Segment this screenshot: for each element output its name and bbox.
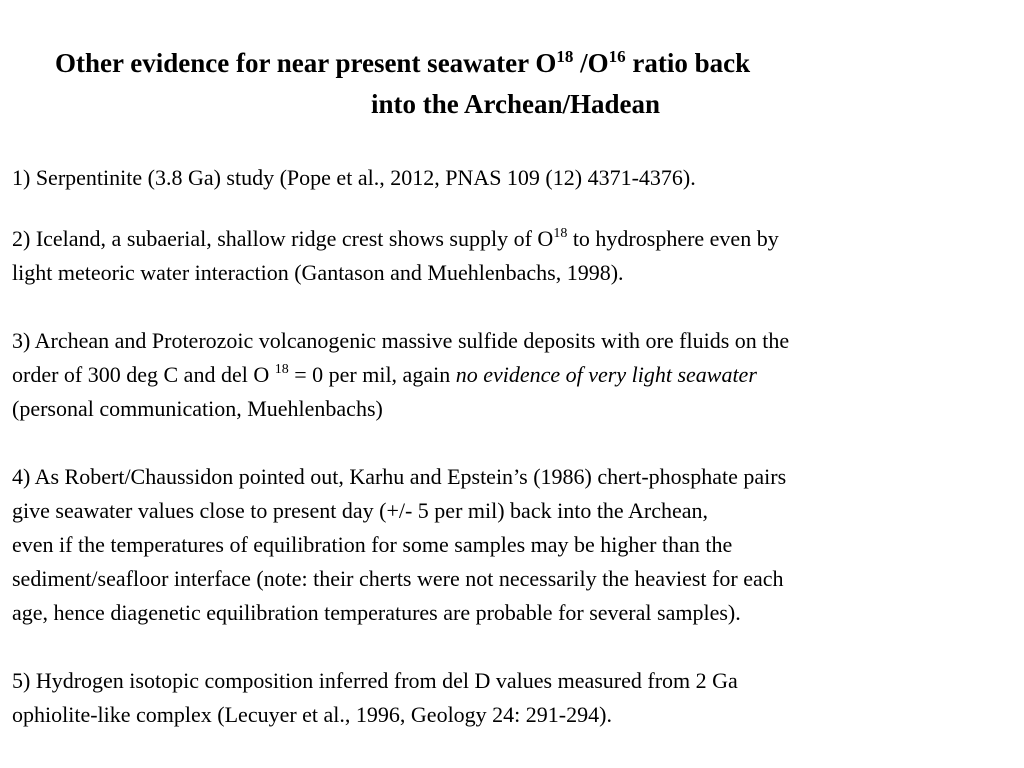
item-4-line-3: even if the temperatures of equilibration for some samples may be higher than the: [12, 532, 733, 557]
title-line-2: into the Archean/Hadean: [371, 89, 661, 119]
item-3-text-b: = 0 per mil, again: [288, 362, 456, 387]
item-3-line-2: [12, 358, 1022, 392]
item-3-line-3: (personal communication, Muehlenbachs): [12, 396, 383, 421]
evidence-item-4: [12, 460, 1022, 630]
item-4-line-1: 4) As Robert/Chaussidon pointed out, Karhu and Epstein’s (1986) chert-phosphate pairs: [12, 464, 787, 489]
item-5-line-2: ophiolite-like complex (Lecuyer et al., 1996, Geology 24: 291-294).: [12, 702, 612, 727]
title-line-1: [55, 44, 750, 82]
item-3-text-a: order of 300 deg C and del O: [12, 362, 275, 387]
item-2-text-a: 2) Iceland, a subaerial, shallow ridge crest shows supply of O: [12, 226, 554, 251]
item-2-text-b: to hydrosphere even by: [567, 226, 779, 251]
evidence-item-1: [12, 161, 1022, 195]
evidence-item-2: [12, 222, 1022, 290]
title-superscript-18: 18: [556, 47, 574, 66]
title-text-b: /O: [573, 48, 609, 78]
item-3-superscript: 18: [274, 362, 289, 377]
title-superscript-16: 16: [608, 47, 626, 66]
item-2-superscript: 18: [553, 226, 568, 241]
item-5-line-1: 5) Hydrogen isotopic composition inferred from del D values measured from 2 Ga: [12, 668, 738, 693]
evidence-item-3: [12, 324, 1022, 426]
item-4-line-4: sediment/seafloor interface (note: their cherts were not necessarily the heaviest for each: [12, 566, 784, 591]
item-4-line-5: age, hence diagenetic equilibration temperatures are probable for several samples).: [12, 600, 741, 625]
title-text-c: ratio back: [625, 48, 751, 78]
item-3-line-1: 3) Archean and Proterozoic volcanogenic massive sulfide deposits with ore fluids on the: [12, 328, 790, 353]
item-2-line-1: [12, 222, 1022, 256]
item-3-italic-text: no evidence of very light seawater: [455, 362, 757, 387]
item-4-line-2: give seawater values close to present day (+/- 5 per mil) back into the Archean,: [12, 498, 708, 523]
title-text-a: Other evidence for near present seawater O: [55, 48, 557, 78]
item-2-line-2: light meteoric water interaction (Gantason and Muehlenbachs, 1998).: [12, 260, 624, 285]
evidence-item-5: [12, 664, 1022, 732]
item-1-line-1: 1) Serpentinite (3.8 Ga) study (Pope et al., 2012, PNAS 109 (12) 4371-4376).: [12, 165, 696, 190]
